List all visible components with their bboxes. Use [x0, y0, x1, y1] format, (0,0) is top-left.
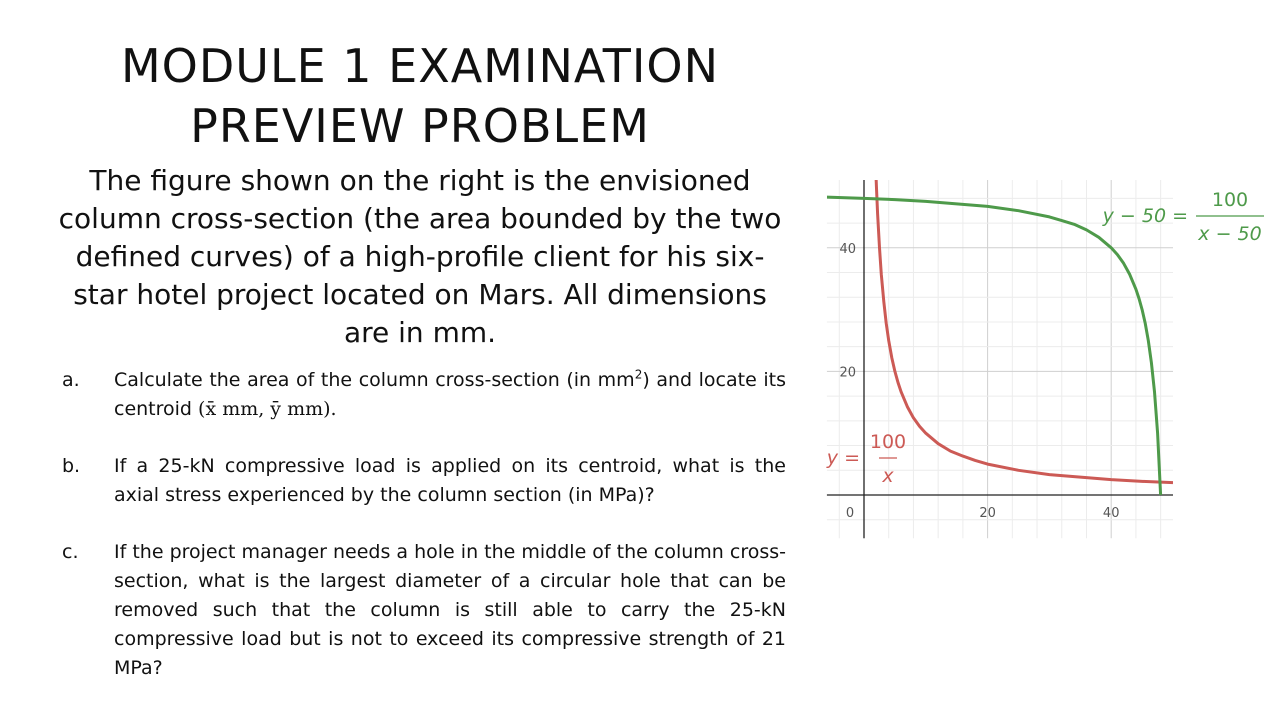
red-equation-numerator: 100	[869, 431, 907, 453]
x-tick-label: 0	[845, 506, 855, 521]
green-equation-denominator: x − 50	[1198, 223, 1262, 245]
x-tick-label: 40	[1102, 506, 1120, 521]
x-tick-label: 20	[979, 506, 996, 521]
question-a-text-start: Calculate the area of the column cross-section (in mm	[114, 369, 635, 391]
curve-graph	[812, 180, 1272, 540]
question-a	[62, 366, 786, 424]
title-line-2: PREVIEW PROBLEM	[190, 99, 650, 153]
y-tick-label: 20	[839, 365, 856, 381]
question-b-letter: b.	[62, 455, 81, 477]
green-equation-numerator: 100	[1211, 189, 1249, 211]
question-c-text: If the project manager needs a hole in the middle of the column cross-section, what is the largest diameter of a circular hole that can be removed such that the column is still able to carry the 25-kN compressive load but is not to exceed its compressive strength of 21 MPa?	[114, 541, 786, 679]
question-b-text: If a 25-kN compressive load is applied on its centroid, what is the axial stress experienced by the column section (in MPa)?	[114, 455, 786, 506]
green-equation-lhs: y − 50 =	[1102, 205, 1188, 227]
question-a-text-end: ) and locate its centroid	[114, 369, 786, 420]
question-b	[62, 452, 786, 510]
question-list	[62, 366, 786, 711]
title-line-1: MODULE 1 EXAMINATION	[120, 39, 720, 93]
red-equation-denominator: x	[882, 465, 894, 487]
red-equation-lhs: y =	[826, 447, 860, 469]
question-a-superscript: 2	[634, 367, 643, 382]
question-c-letter: c.	[62, 541, 79, 563]
y-tick-label: 40	[839, 241, 856, 257]
slide-title	[40, 36, 800, 156]
problem-statement: The figure shown on the right is the envisioned column cross-section (the area bounded by the two defined curves) of a high-profile client for his six-star hotel project located on Mars. All dimensions are in mm.	[58, 164, 782, 349]
question-a-letter: a.	[62, 369, 80, 391]
question-a-text	[114, 366, 786, 424]
centroid-formula: (x̄ mm, ȳ mm).	[198, 398, 337, 420]
question-c	[62, 538, 786, 683]
